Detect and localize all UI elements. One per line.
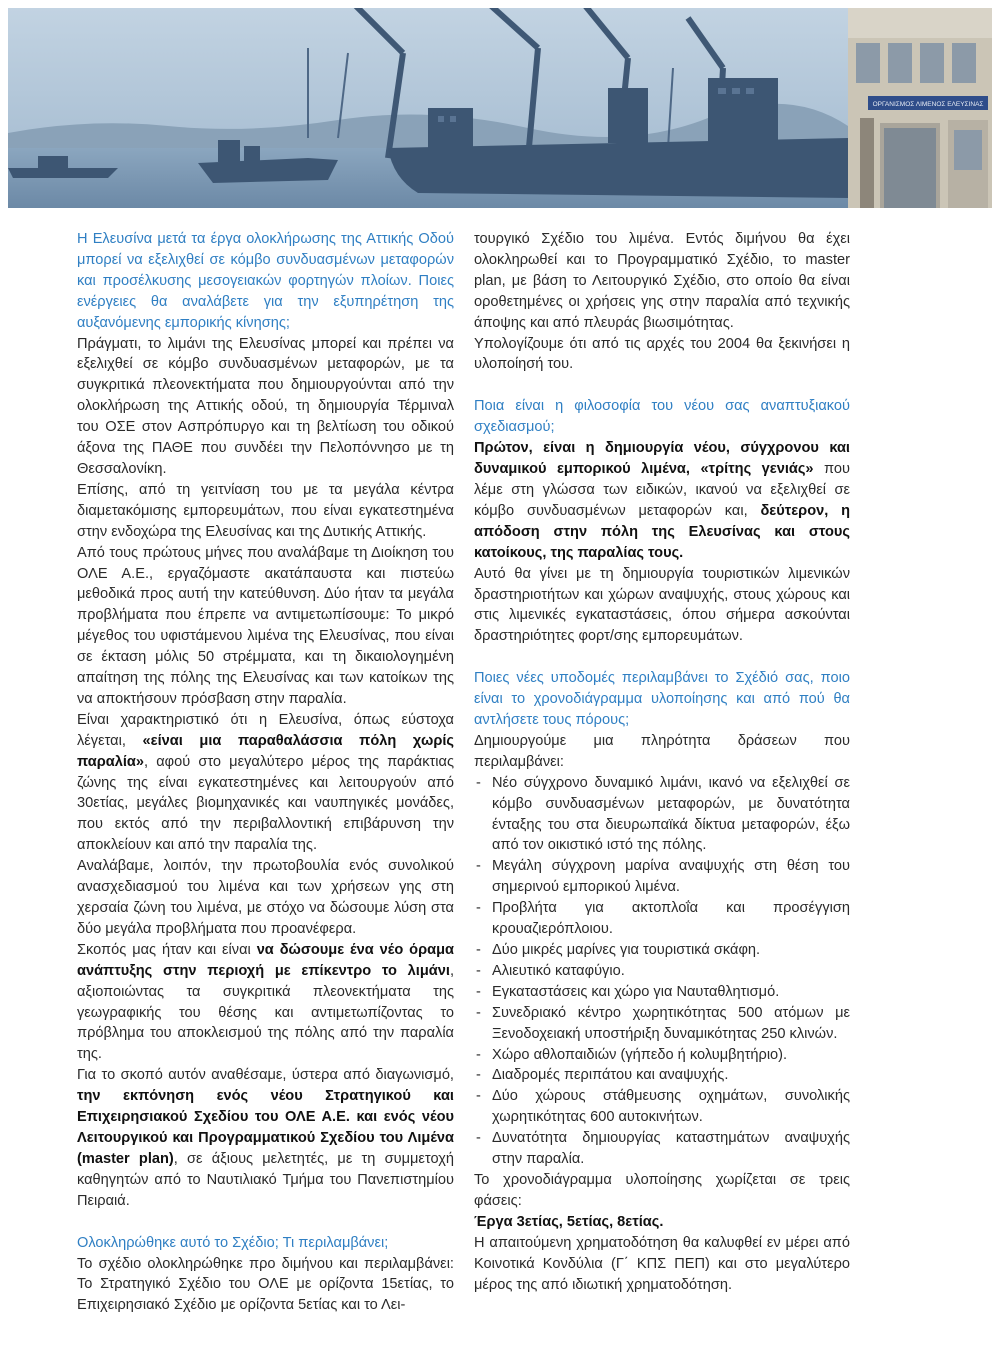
answer-paragraph: [474, 438, 850, 563]
answer-paragraph: [77, 940, 454, 1065]
spacer: [474, 375, 850, 396]
answer-paragraph: Υπολογίζουμε ότι από τις αρχές του 2004 θα ξεκινήσει η υλοποίησή του.: [474, 335, 850, 373]
port-photo: [8, 8, 992, 208]
header-photo-banner: [8, 8, 992, 208]
bold-text: Πρώτον, είναι η δημιουργία νέου, σύγχρονου και δυναμικού εμπορικού λιμένα, «τρίτης γενιάς»: [474, 440, 850, 478]
question-3: Ποια είναι η φιλοσοφία του νέου σας αναπτυξιακού σχεδιασμού;: [474, 398, 850, 436]
text-run: Είναι χαρακτηριστικό ότι η Ελευσίνα, όπως εύστοχα λέγεται,: [77, 711, 454, 749]
answer-paragraph: Αναλάβαμε, λοιπόν, την πρωτοβουλία ενός συνολικού ανασχεδιασμού του λιμένα και των χρήσεων γης στη χερσαία ζώνη του λιμένα, με στόχο να δώσουμε λύση στα δύο μεγάλα προβλήματα που προανέφερα.: [77, 858, 454, 937]
building-sign-text: ΟΡΓΑΝΙΣΜΟΣ ΛΙΜΕΝΟΣ ΕΛΕΥΣΙΝΑΣ: [872, 101, 984, 108]
answer-paragraph: Το σχέδιο ολοκληρώθηκε προ διμήνου και περιλαμβάνει: Το Στρατηγικό Σχέδιο του ΟΛΕ με ορίζοντα 15ετίας, το Επιχειρησιακό Σχέδιο με ορίζοντα 5ετίας και το Λει-: [77, 1255, 454, 1314]
bold-text: την εκπόνηση ενός νέου Στρατηγικού και Επιχειρησιακού Σχεδίου του ΟΛΕ Α.Ε. και ενός νέου Λειτουργικού και Προγραμματικού Σχεδίου του Λιμένα (master plan): [77, 1088, 454, 1167]
left-column: [77, 229, 454, 1316]
list-item: - Διαδρομές περιπάτου και αναψυχής.: [474, 1065, 850, 1086]
answer-paragraph: τουργικό Σχέδιο του λιμένα. Εντός διμήνου θα έχει ολοκληρωθεί και το Προγραμματικό Σχέδιο, το master plan, με βάση το Λειτουργικό Σχέδιο, στο οποίο θα είναι οροθετημένες οι χρήσεις γης στην παραλία από τεχνικής άποψης και από πλευράς βιωσιμότητας.: [474, 231, 850, 331]
text-run: , αξιοποιώντας τα συγκριτικά πλεονεκτήματα της γεωγραφικής του θέσης και αντιμετωπίζοντας το πρόβλημα του αποκλεισμού της πόλης από την παραλία της.: [77, 962, 454, 1063]
infrastructure-list: [474, 773, 850, 1170]
phases-text: Έργα 3ετίας, 5ετίας, 8ετίας.: [474, 1213, 664, 1230]
question-2: Ολοκληρώθηκε αυτό το Σχέδιο; Τι περιλαμβάνει;: [77, 1234, 389, 1251]
text-run: , αφού στο μεγαλύτερο μέρος της παράκτιας ζώνης της είναι εγκατεστημένες και λειτουργούν από 30ετίας, μεγάλες βιομηχανικές και ναυπηγικές μονάδες, που εκτός από την περιβαλλοντική επιβάρυνση την αποκλείουν και από την παραλία της.: [77, 753, 454, 854]
list-item: - Δύο χώρους στάθμευσης οχημάτων, συνολικής χωρητικότητας 600 αυτοκινήτων.: [474, 1086, 850, 1128]
text-run: Σκοπός μας ήταν και είναι: [77, 941, 257, 958]
answer-paragraph: Δημιουργούμε μια πληρότητα δράσεων που περιλαμβάνει:: [474, 732, 850, 770]
list-item: - Δυνατότητα δημιουργίας καταστημάτων αναψυχής στην παραλία.: [474, 1128, 850, 1170]
spacer: [77, 1212, 454, 1233]
answer-paragraph: [77, 1065, 454, 1211]
list-item: - Εγκαταστάσεις και χώρο για Ναυταθλητισμό.: [474, 982, 850, 1003]
answer-paragraph: Από τους πρώτους μήνες που αναλάβαμε τη Διοίκηση του ΟΛΕ Α.Ε., εργαζόμαστε ακατάπαυστα και πιστεύω μεθοδικά προς αυτή την κατεύθυνση. Δύο ήταν τα μεγάλα προβλήματα που έπρεπε να αντιμετωπίσουμε: Το μικρό μέγεθος του υφιστάμενου λιμένα της Ελευσίνας, που είναι σε έκταση μόλις 50 στρέμματα, και τη δικαιολογημένη απαίτηση της πόλης της Ελευσίνας και των κατοίκων της να αποκτήσουν πρόσβαση στην παραλία.: [77, 544, 454, 707]
list-item: - Συνεδριακό κέντρο χωρητικότητας 500 ατόμων με Ξενοδοχειακή υποστήριξη δυναμικότητας 250 κλινών.: [474, 1003, 850, 1045]
list-item: - Αλιευτικό καταφύγιο.: [474, 961, 850, 982]
question-4: Ποιες νέες υποδομές περιλαμβάνει το Σχέδιό σας, ποιο είναι το χρονοδιάγραμμα υλοποίησης και από πού θα αντλήσετε τους πόρους;: [474, 670, 850, 729]
answer-paragraph: Η απαιτούμενη χρηματοδότηση θα καλυφθεί εν μέρει από Κοινοτικά Κονδύλια (Γ΄ ΚΠΣ ΠΕΠ) και στο μεγαλύτερο μέρος της από ιδιωτική χρηματοδότηση.: [474, 1234, 850, 1293]
bold-text: δεύτερον, η απόδοση στην πόλη της Ελευσίνας και στους κατοίκους, της παραλίας τους.: [474, 502, 850, 561]
text-run: που λέμε στη γλώσσα των ειδικών, ικανού να εξελιχθεί σε κόμβο συνδυασμένων μεταφορών και,: [474, 461, 851, 519]
question-1: Η Ελευσίνα μετά τα έργα ολοκλήρωσης της Αττικής Οδού μπορεί να εξελιχθεί σε κόμβο συνδυασμένων μεταφορών και προσέλκυσης μεσογειακών φορτηγών πλοίων. Ποιες ενέργειες θα αναλάβετε για την εξυπηρέτηση της αυξανόμενης εμπορικής κίνησης;: [77, 231, 454, 331]
text-run: , σε άξιους μελετητές, με τη συμμετοχή καθηγητών από το Ναυτιλιακό Τμήμα του Πανεπιστημίου Πειραιά.: [77, 1150, 454, 1209]
list-item: - Νέο σύγχρονο δυναμικό λιμάνι, ικανό να εξελιχθεί σε κόμβο συνδυασμένων μεταφορών, με δυνατότητα ένταξης του στα διευρωπαϊκά δίκτυα μεταφορών, έξω από τον οικιστικό ιστό της πόλης.: [474, 773, 850, 857]
list-item: - Μεγάλη σύγχρονη μαρίνα αναψυχής στη θέση του σημερινού εμπορικού λιμένα.: [474, 856, 850, 898]
list-item: - Προβλήτα για ακτοπλοΐα και προσέγγιση κρουαζιερόπλοιου.: [474, 898, 850, 940]
text-run: Για το σκοπό αυτόν αναθέσαμε, ύστερα από διαγωνισμό,: [77, 1067, 454, 1084]
list-item: - Δύο μικρές μαρίνες για τουριστικά σκάφη.: [474, 940, 850, 961]
answer-paragraph: Αυτό θα γίνει με τη δημιουργία τουριστικών λιμενικών δραστηριοτήτων και χώρων αναψυχής, στους χώρους και στις λιμενικές εγκαταστάσεις, όπου σήμερα ασκούνται δραστηριότητες φορτ/σης εμπορευμάτων.: [474, 565, 850, 645]
answer-paragraph: Πράγματι, το λιμάνι της Ελευσίνας μπορεί και πρέπει να εξελιχθεί σε κόμβο συνδυασμένων μεταφορών, με τα συγκριτικά πλεονεκτήματα που δημιουργούνται από την ολοκλήρωση της Αττικής οδού, τη δημιουργία Τέρμιναλ του ΟΣΕ στον Ασπρόπυργο και τη βελτίωση του οδικού άξονα της ΠΑΘΕ που συνδέει την Πελοπόννησο με τη Θεσσαλονίκη.: [77, 335, 454, 477]
spacer: [474, 647, 850, 668]
bold-quote: «είναι μια παραθαλάσσια πόλη χωρίς παραλία»: [77, 732, 454, 770]
answer-paragraph: [77, 710, 454, 856]
answer-paragraph: Επίσης, από τη γειτνίαση του με τα μεγάλα κέντρα διαμετακόμισης εμπορευμάτων, που είναι εγκατεστημένα στην ενδοχώρα της Ελευσίνας και της Δυτικής Αττικής.: [77, 481, 454, 540]
list-item: - Χώρο αθλοπαιδιών (γήπεδο ή κολυμβητήριο).: [474, 1045, 850, 1066]
right-column: [474, 229, 850, 1295]
bold-text: να δώσουμε ένα νέο όραμα ανάπτυξης στην περιοχή με επίκεντρο το λιμάνι: [77, 941, 454, 979]
answer-paragraph: Το χρονοδιάγραμμα υλοποίησης χωρίζεται σε τρεις φάσεις:: [474, 1171, 850, 1209]
